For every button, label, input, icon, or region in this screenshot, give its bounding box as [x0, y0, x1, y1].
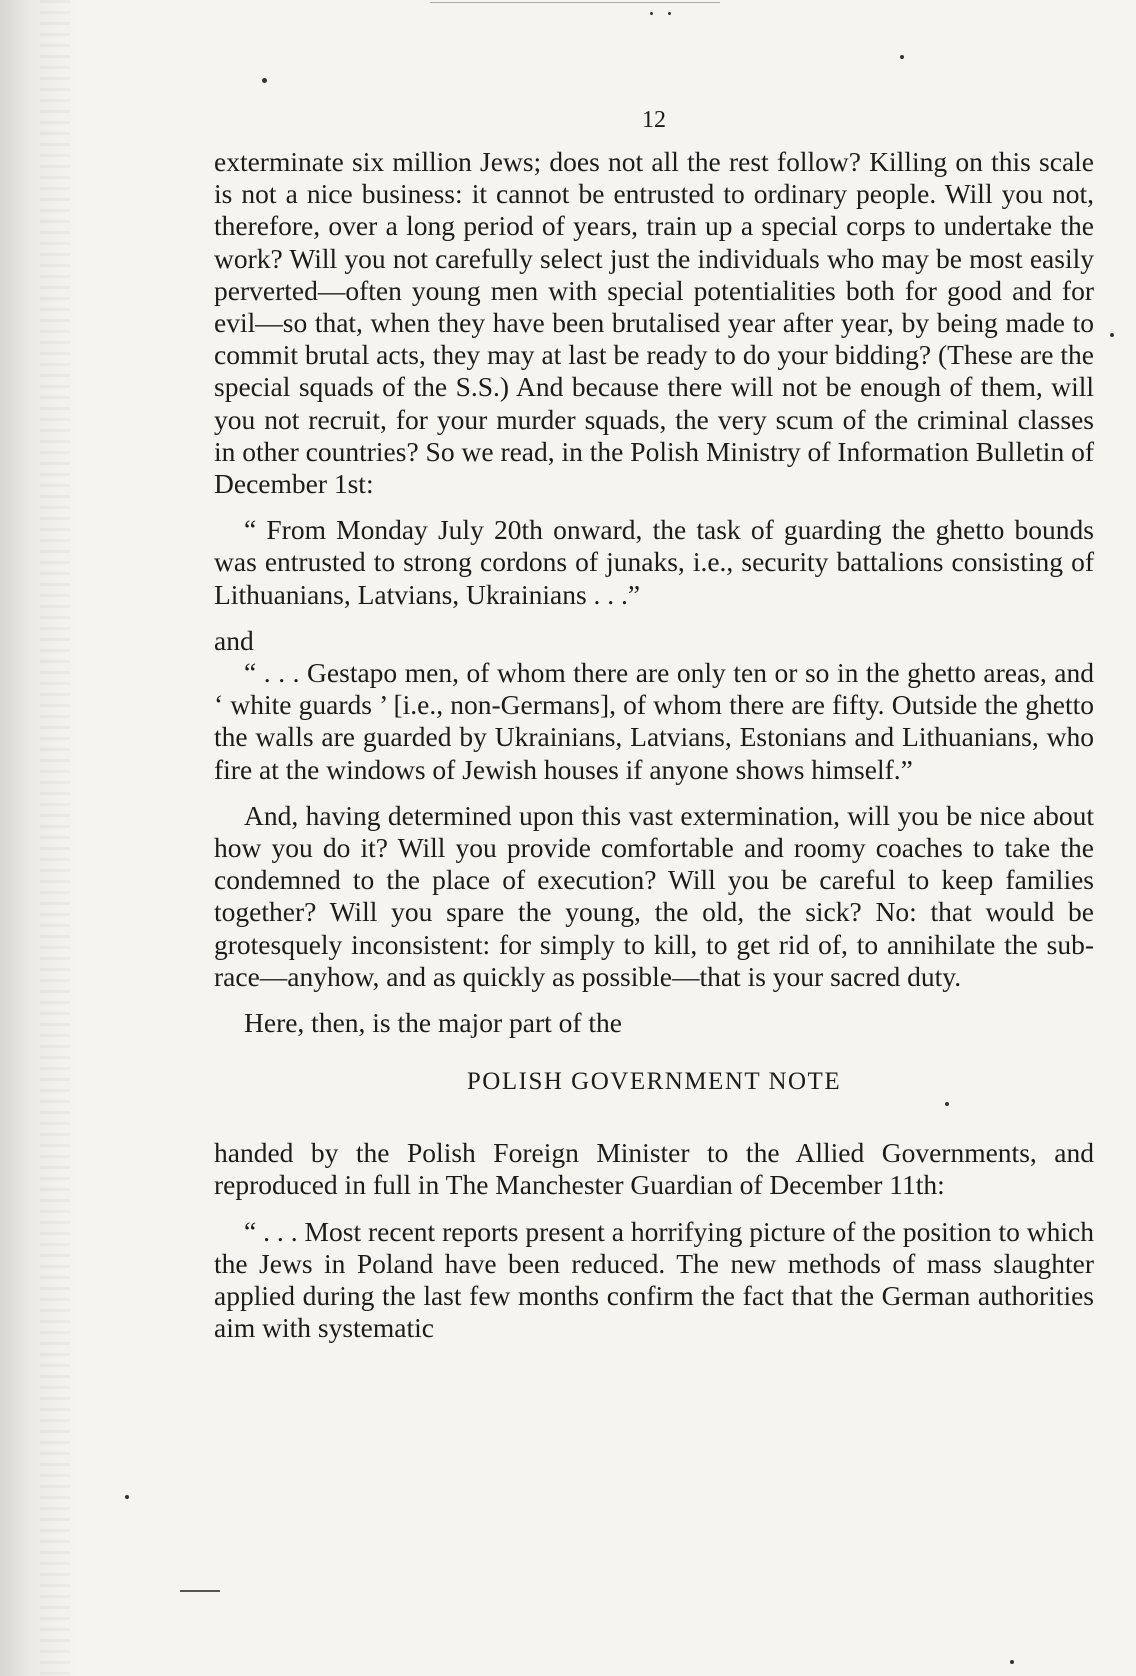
print-speck	[1010, 1660, 1014, 1664]
section-heading: POLISH GOVERNMENT NOTE	[466, 1068, 842, 1096]
block-quote: “ . . . Gestapo men, of whom there are only ten or so in the ghetto areas, and ‘ white guards ’ [i.e., non-Germans], of whom there are fifty. Outside the ghetto the walls are guarded by Ukrainians, Latvians, Estonians and Lithuanians, who fire at the windows of Jewish houses if anyone shows himself.”	[214, 657, 1094, 785]
body-paragraph: And, having determined upon this vast extermination, will you be nice about how you do it? Will you provide comfortable and roomy coaches to take the condemned to the place of execution? Will you be careful to keep families together? Will you spare the young, the old, the sick? No: that would be grotesquely inconsistent: for simply to kill, to get rid of, to annihilate the sub-race—anyhow, and as quickly as possible—that is your sacred duty.	[214, 799, 1094, 992]
print-speck	[650, 12, 653, 15]
print-speck	[262, 78, 267, 83]
connector-text: and	[214, 624, 254, 656]
binding-stitch-marks	[40, 0, 70, 1676]
page-text	[214, 100, 1094, 1345]
block-quote: “ From Monday July 20th onward, the task of guarding the ghetto bounds was entrusted to strong cordons of junaks, i.e., security battalions consisting of Lithuanians, Latvians, Ukrainians . . .”	[214, 514, 1094, 610]
print-speck	[900, 55, 904, 59]
print-mark	[430, 2, 720, 3]
print-speck	[1110, 333, 1114, 337]
block-quote: “ . . . Most recent reports present a horrifying picture of the position to which the Jews in Poland have been reduced. The new methods of mass slaughter applied during the last few months confirm the fact that the German authorities aim with systematic	[214, 1215, 1094, 1344]
print-mark	[180, 1590, 220, 1592]
body-paragraph: Here, then, is the major part of the	[244, 1007, 622, 1039]
print-speck	[125, 1495, 129, 1499]
page-number: 12	[642, 107, 666, 133]
body-paragraph: handed by the Polish Foreign Minister to the Allied Governments, and reproduced in full in The Manchester Guardian of December 11th:	[214, 1137, 1094, 1201]
print-speck	[668, 12, 671, 15]
body-paragraph: exterminate six million Jews; does not all the rest follow? Killing on this scale is not a nice business: it cannot be entrusted to ordinary people. Will you not, therefore, over a long period of years, train up a special corps to undertake the work? Will you not carefully select just the individuals who may be most easily perverted—often young men with special potentialities both for good and for evil—so that, when they have been brutalised year after year, by being made to commit brutal acts, they may at last be ready to do your bidding? (These are the special squads of the S.S.) And because there will not be enough of them, will you not recruit, for your murder squads, the very scum of the criminal classes in other countries? So we read, in the Polish Ministry of Information Bulletin of December 1st:	[214, 146, 1094, 500]
